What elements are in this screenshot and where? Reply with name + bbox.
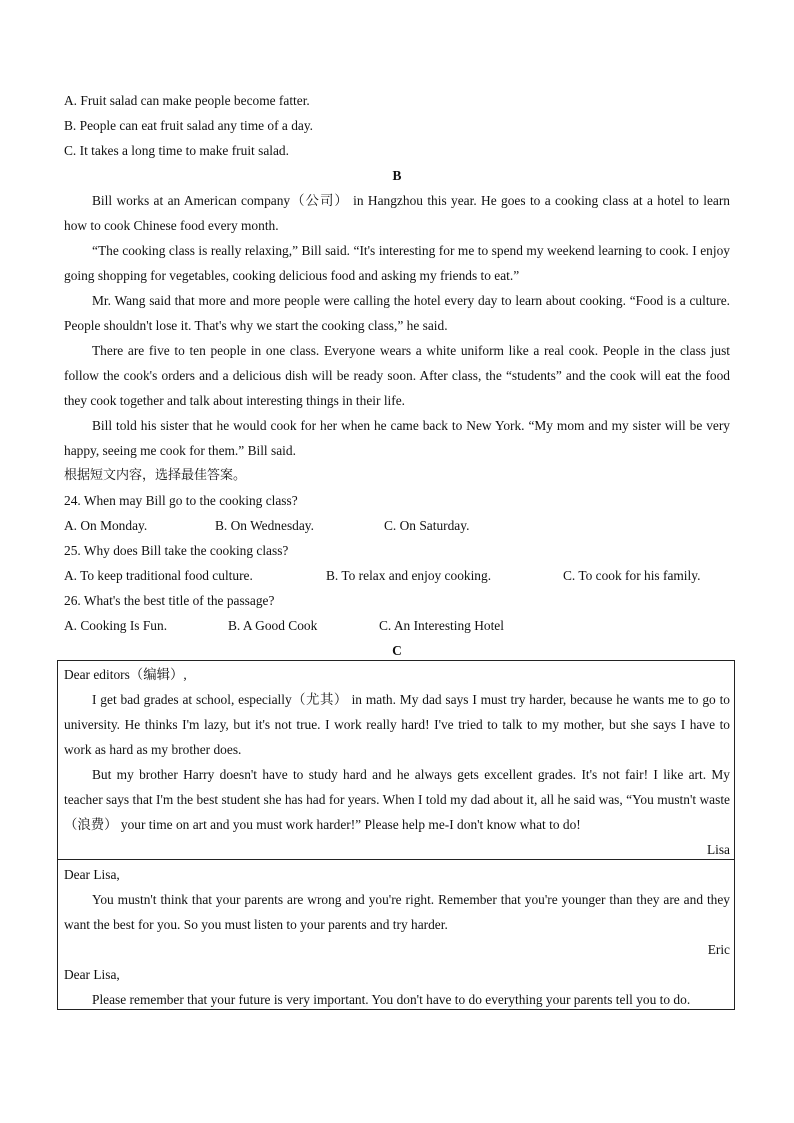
letter-lisa-paragraph-1: I get bad grades at school, especially（尤其） in math. My dad says I must try harder, because he wants me to go to university. He thinks I'm lazy, but it's not true. I work really hard! I've tried to talk to my mother, but she says I have to work as hard as my brother does. [64, 692, 730, 757]
q24-option-c: C. On Saturday. [384, 518, 470, 533]
q26-option-c: C. An Interesting Hotel [379, 618, 504, 633]
q25-option-c: C. To cook for his family. [563, 568, 701, 583]
q26-option-a: A. Cooking Is Fun. [64, 618, 168, 633]
question-26-options [64, 613, 730, 638]
letters-box [57, 660, 735, 1010]
q24-option-b: B. On Wednesday. [215, 518, 314, 533]
worksheet-page [64, 88, 730, 663]
question-25: 25. Why does Bill take the cooking class? [64, 543, 289, 558]
q25-option-b: B. To relax and enjoy cooking. [326, 568, 492, 583]
letter-third-greeting: Dear Lisa, [64, 967, 120, 982]
passage-b-paragraph-5: Bill told his sister that he would cook for her when he came back to New York. “My mom and my sister will be very happy, seeing me cook for them.” Bill said. [64, 418, 730, 458]
instruction: 根据短文内容，选择最佳答案。 [64, 468, 247, 483]
letter-lisa-greeting: Dear editors（编辑）, [64, 667, 187, 682]
section-c-heading: C [392, 643, 402, 658]
question-24-options [64, 513, 730, 538]
letter-lisa-paragraph-2: But my brother Harry doesn't have to study hard and he always gets excellent grades. It's not fair! I like art. My teacher says that I'm the best student she has had for years. When I told my dad about it, all he said was, “You mustn't waste （浪费） your time on art and you must work harder!” Please help me-I don't know what to do! [64, 767, 730, 832]
letter-eric-greeting: Dear Lisa, [64, 867, 120, 882]
question-24: 24. When may Bill go to the cooking class? [64, 493, 298, 508]
option-a: A. Fruit salad can make people become fatter. [64, 93, 310, 108]
q26-option-b: B. A Good Cook [228, 618, 318, 633]
option-b: B. People can eat fruit salad any time of a day. [64, 118, 314, 133]
passage-b-paragraph-4: There are five to ten people in one class. Everyone wears a white uniform like a real cook. People in the class just follow the cook's orders and a delicious dish will be ready soon. After class, the “students” and the cook will eat the food they cook together and talk about interesting things in their life. [64, 343, 730, 408]
passage-b-paragraph-2: “The cooking class is really relaxing,” Bill said. “It's interesting for me to spend my weekend learning to cook. I enjoy going shopping for vegetables, cooking delicious food and asking my friends to eat.” [64, 243, 730, 283]
letter-divider [58, 859, 734, 860]
passage-b-paragraph-3: Mr. Wang said that more and more people were calling the hotel every day to learn about cooking. “Food is a culture. People shouldn't lose it. That's why we start the cooking class,” he said. [64, 293, 730, 333]
option-c: C. It takes a long time to make fruit salad. [64, 143, 289, 158]
q25-option-a: A. To keep traditional food culture. [64, 568, 253, 583]
letter-eric-signature: Eric [707, 942, 730, 957]
letter-eric [64, 862, 730, 1012]
letter-lisa-signature: Lisa [706, 842, 730, 857]
passage-b-paragraph-1: Bill works at an American company（公司） in Hangzhou this year. He goes to a cooking class at a hotel to learn how to cook Chinese food every month. [64, 193, 730, 233]
question-25-options [64, 563, 730, 588]
letter-lisa [64, 662, 730, 862]
question-26: 26. What's the best title of the passage? [64, 593, 275, 608]
section-b-heading: B [392, 168, 402, 183]
letter-eric-paragraph-1: You mustn't think that your parents are wrong and you're right. Remember that you're younger than they are and they want the best for you. So you must listen to your parents and try harder. [64, 892, 730, 932]
q24-option-a: A. On Monday. [64, 518, 148, 533]
letter-third-paragraph-1: Please remember that your future is very important. You don't have to do everything your parents tell you to do. [92, 992, 691, 1007]
